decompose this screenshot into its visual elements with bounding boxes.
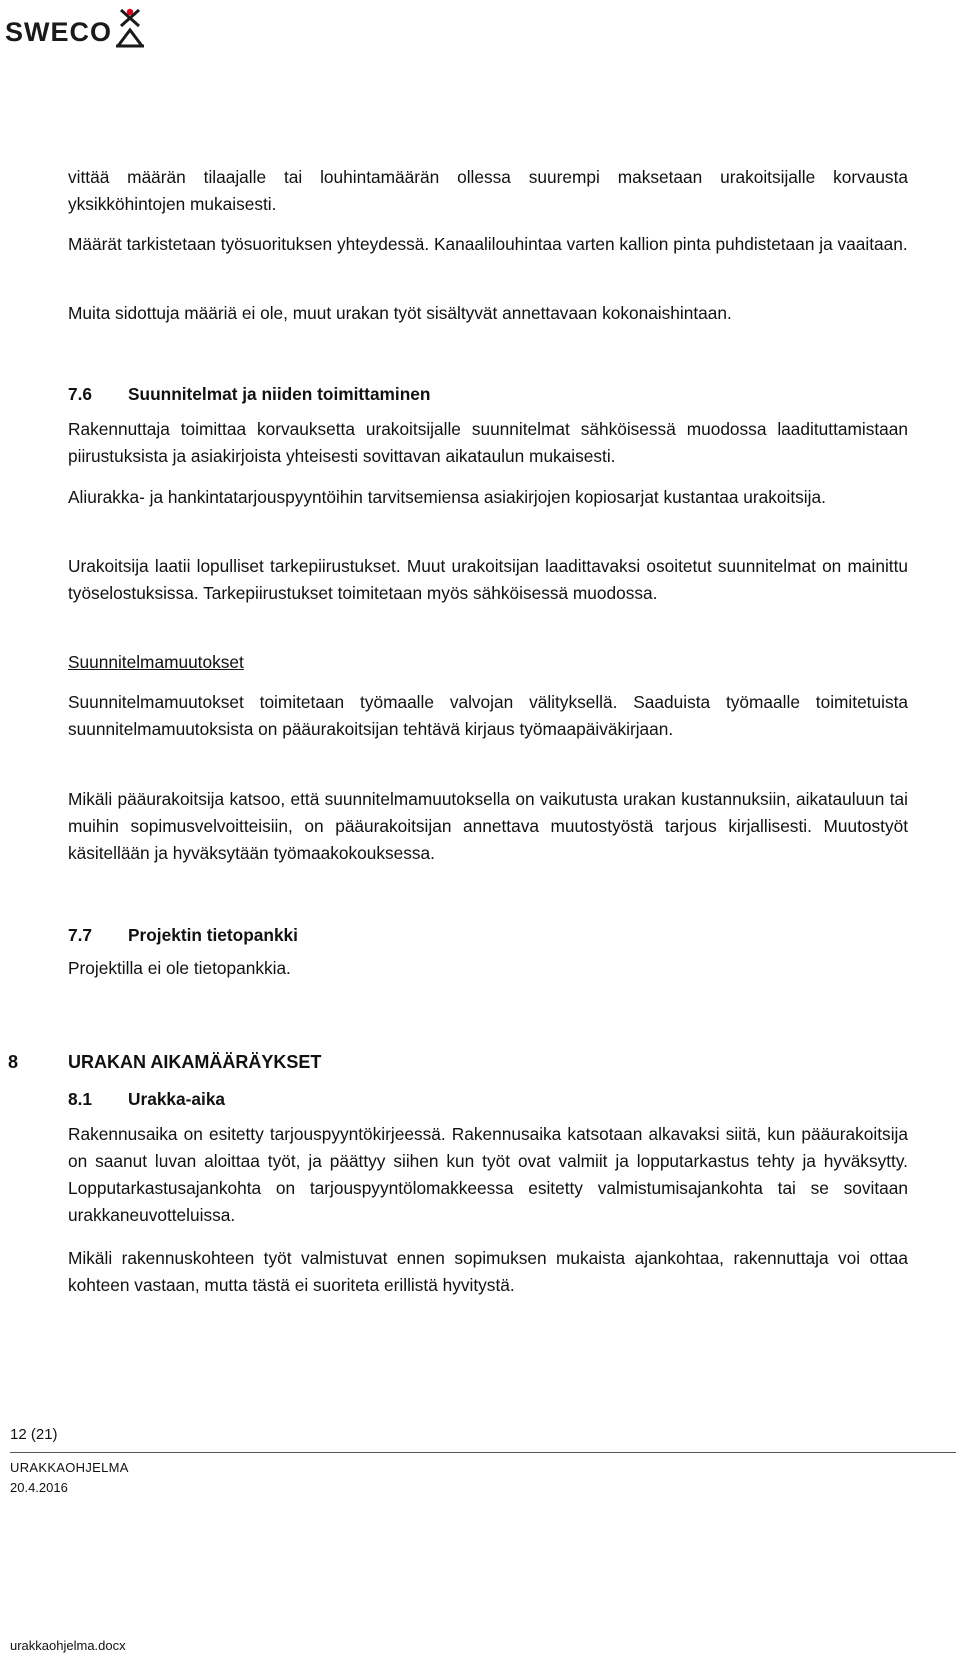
paragraph: Urakoitsija laatii lopulliset tarkepiirustukset. Muut urakoitsijan laadittavaksi osoitetut suunnitelmat on mainittu työselostuksissa. Tarkepiirustukset toimitetaan myös sähköisessä muodossa. — [68, 556, 908, 603]
footer-filename: urakkaohjelma.docx — [10, 1638, 126, 1653]
paragraph: Määrät tarkistetaan työsuorituksen yhteydessä. Kanaalilouhintaa varten kallion pinta puhdistetaan ja vaaitaan. — [68, 234, 908, 254]
paragraph: Suunnitelmamuutokset toimitetaan työmaalle valvojan välityksellä. Saaduista työmaalle toimitetuista suunnitelmamuutoksista on pääurakoitsijan tehtävä kirjaus työmaapäiväkirjaan. — [68, 692, 908, 739]
paragraph: Mikäli pääurakoitsija katsoo, että suunnitelmamuutoksella on vaikutusta urakan kustannuksiin, aikatauluun tai muihin sopimusvelvoitteisiin, on pääurakoitsijan annettava muutostyöstä tarjous kirjallisesti. Muutostyöt käsitellään ja hyväksytään työmaakokouksessa. — [68, 789, 908, 863]
section-heading-7-7 — [68, 922, 298, 949]
section-title: Projektin tietopankki — [128, 925, 298, 945]
paragraph: Muita sidottuja määriä ei ole, muut urakan työt sisältyvät annettavaan kokonaishintaan. — [68, 303, 732, 323]
paragraph: Rakennuttaja toimittaa korvauksetta urakoitsijalle suunnitelmat sähköisessä muodossa laadituttamistaan piirustuksista ja asiakirjoista yhteisesti sovittavan aikataulun mukaisesti. — [68, 419, 908, 466]
page-number: 12 (21) — [10, 1426, 58, 1443]
footer-document-title: URAKKAOHJELMA — [10, 1460, 129, 1475]
paragraph: Aliurakka- ja hankintatarjouspyyntöihin tarvitsemiensa asiakirjojen kopiosarjat kustantaa urakoitsija. — [68, 487, 826, 507]
section-title: Suunnitelmat ja niiden toimittaminen — [128, 384, 431, 404]
section-heading-7-6 — [68, 381, 430, 408]
footer-date: 20.4.2016 — [10, 1480, 68, 1495]
section-number: 7.7 — [68, 925, 93, 945]
paragraph: Mikäli rakennuskohteen työt valmistuvat ennen sopimuksen mukaista ajankohtaa, rakennuttaja voi ottaa kohteen vastaan, mutta tästä ei suoriteta erillistä hyvitystä. — [68, 1248, 908, 1295]
chapter-number: 8 — [8, 1052, 19, 1072]
footer-divider — [10, 1452, 956, 1453]
section-title: Urakka-aika — [128, 1089, 226, 1109]
paragraph: vittää määrän tilaajalle tai louhintamäärän ollessa suurempi maksetaan urakoitsijalle korvausta yksikköhintojen mukaisesti. — [68, 167, 908, 214]
logo-wordmark: SWECO — [5, 17, 113, 47]
chapter-heading-8 — [8, 1048, 321, 1076]
chapter-title: URAKAN AIKAMÄÄRÄYKSET — [68, 1052, 322, 1072]
sweco-logo-icon — [115, 8, 145, 48]
subheading-suunnitelmamuutokset: Suunnitelmamuutokset — [68, 652, 244, 672]
sweco-logo — [5, 4, 145, 48]
section-number: 7.6 — [68, 384, 93, 404]
paragraph: Rakennusaika on esitetty tarjouspyyntökirjeessä. Rakennusaika katsotaan alkavaksi siitä, kun pääurakoitsija on saanut luvan aloittaa työt, ja päättyy siihen kun työt ovat valmiit ja lopputarkastus tehty ja hyväksytty. Lopputarkastusajankohta on tarjouspyyntölomakkeessa esitetty valmistumisajankohta tai se sovitaan urakkaneuvotteluissa. — [68, 1124, 908, 1225]
paragraph: Projektilla ei ole tietopankkia. — [68, 958, 291, 978]
section-number: 8.1 — [68, 1089, 93, 1109]
section-heading-8-1 — [68, 1086, 225, 1113]
